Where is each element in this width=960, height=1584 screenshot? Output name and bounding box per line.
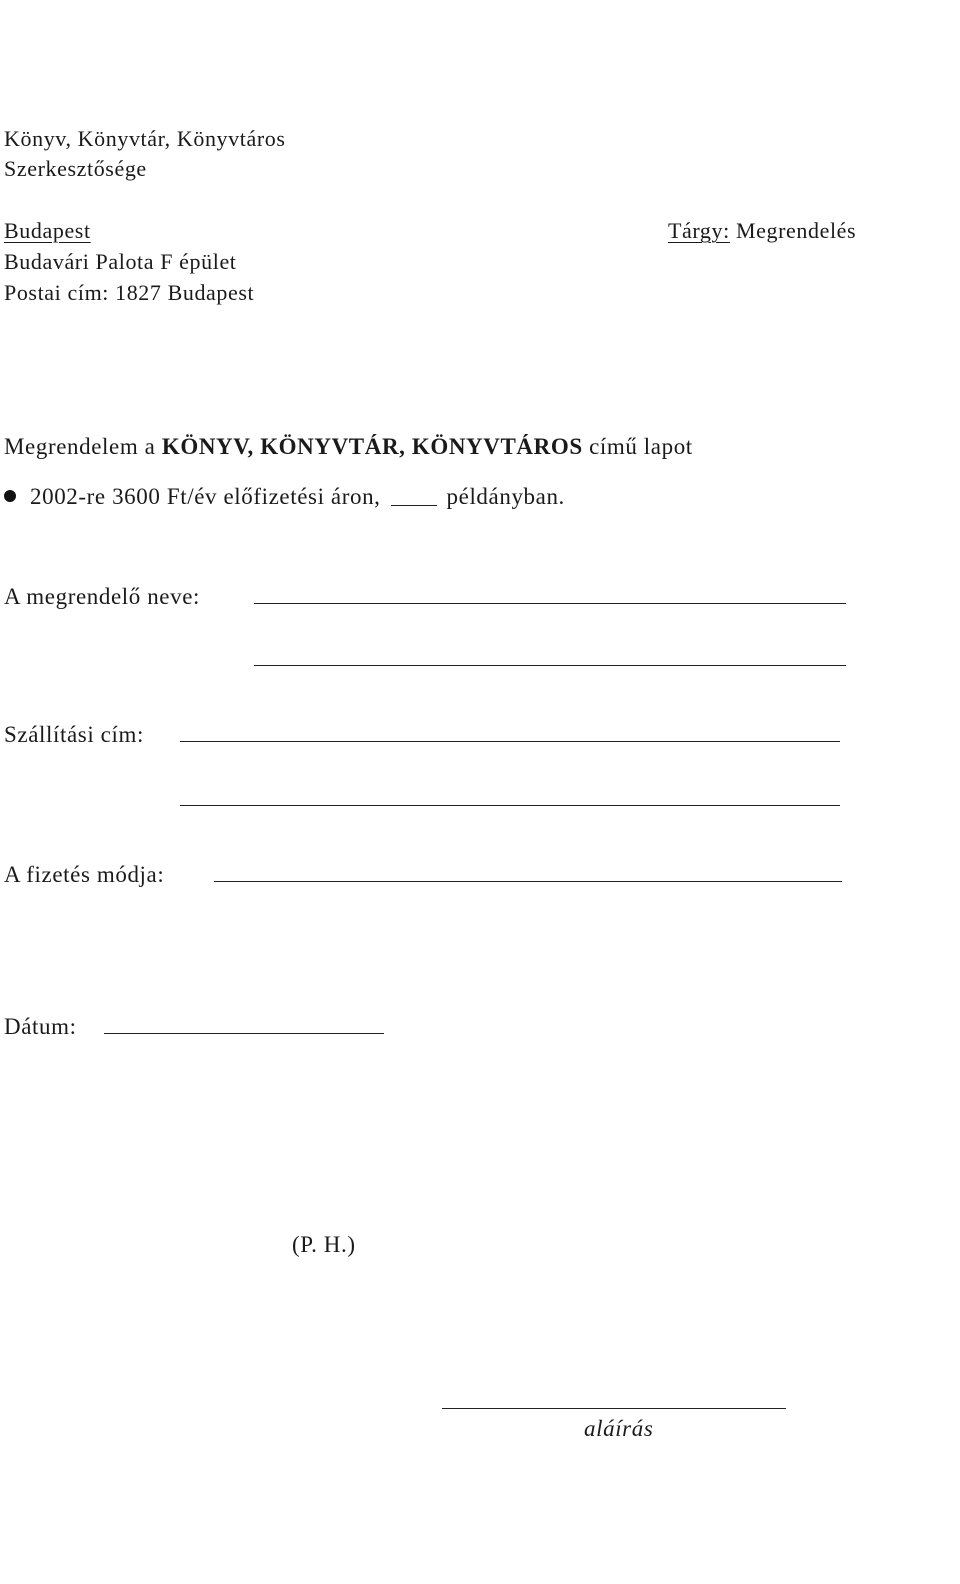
- subscription-text: 2002-re 3600 Ft/év előfizetési áron,: [30, 484, 381, 509]
- order-intro-end: című lapot: [582, 434, 693, 459]
- name-label: A megrendelő neve:: [4, 584, 201, 609]
- address-line-1[interactable]: [180, 741, 840, 742]
- signature-label: aláírás: [584, 1416, 654, 1441]
- order-intro: Megrendelem a: [4, 434, 162, 459]
- payment-label: A fizetés módja:: [4, 862, 165, 887]
- publisher-line-2: Szerkesztősége: [4, 156, 147, 181]
- address-line-2[interactable]: [180, 805, 840, 806]
- subject-label: Tárgy:: [668, 218, 730, 243]
- subscription-line: [4, 482, 565, 512]
- payment-line[interactable]: [214, 881, 842, 882]
- bullet-icon: [4, 490, 16, 502]
- address-city: Budapest: [4, 218, 91, 243]
- stamp-placeholder: (P. H.): [292, 1232, 356, 1257]
- address-postal: Postai cím: 1827 Budapest: [4, 280, 255, 305]
- address-street: Budavári Palota F épület: [4, 249, 237, 274]
- date-line[interactable]: [104, 1033, 384, 1034]
- order-statement: [4, 432, 693, 462]
- name-line-2[interactable]: [254, 665, 846, 666]
- publisher-line-1: Könyv, Könyvtár, Könyvtáros: [4, 126, 286, 151]
- name-line-1[interactable]: [254, 603, 846, 604]
- subscription-text-end: példányban.: [446, 484, 565, 509]
- copies-blank[interactable]: [391, 504, 437, 506]
- date-label: Dátum:: [4, 1014, 77, 1039]
- address-label: Szállítási cím:: [4, 722, 144, 747]
- signature-line[interactable]: [442, 1408, 786, 1409]
- subject-line: [668, 216, 856, 246]
- journal-title: KÖNYV, KÖNYVTÁR, KÖNYVTÁROS: [161, 434, 583, 459]
- subject-value: Megrendelés: [735, 218, 857, 243]
